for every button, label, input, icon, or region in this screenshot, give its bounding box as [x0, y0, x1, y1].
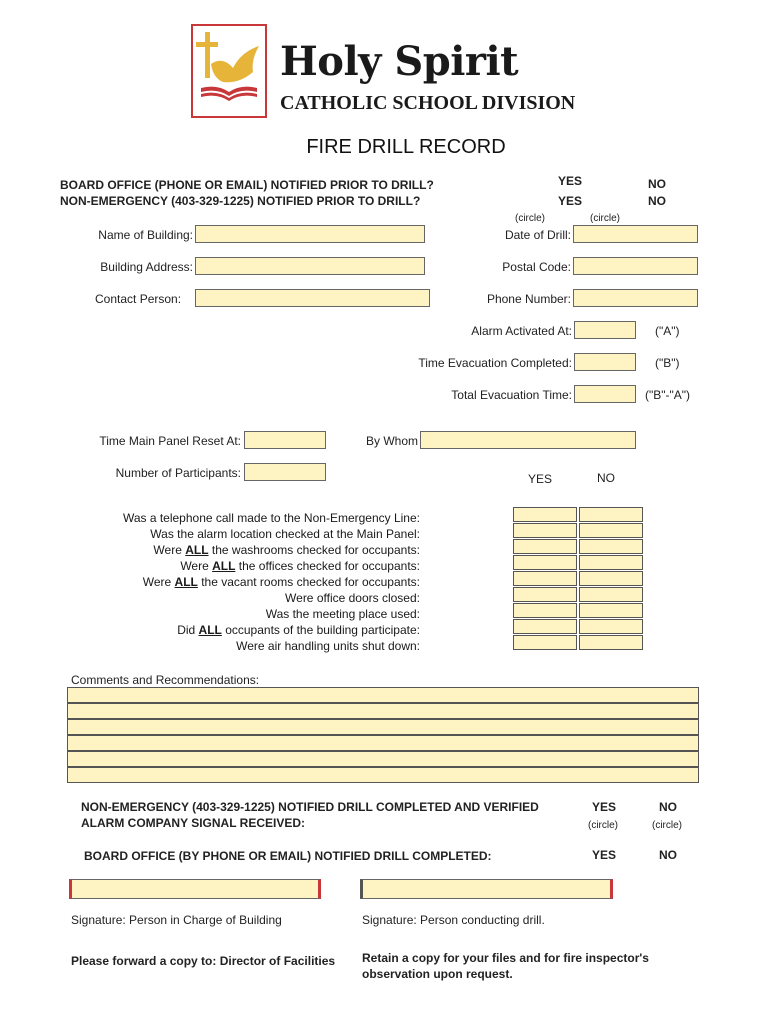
time-evac-completed-label: Time Evacuation Completed:: [418, 356, 572, 370]
non-emergency-question: NON-EMERGENCY (403-329-1225) NOTIFIED PRIOR TO DRILL?: [60, 194, 421, 208]
checklist-no-cell[interactable]: [579, 539, 643, 554]
completion-circle-yes: (circle): [588, 820, 618, 831]
by-whom-input[interactable]: [420, 431, 636, 449]
completion-yes-2[interactable]: YES: [592, 848, 617, 862]
comments-area: [67, 687, 699, 783]
participants-label: Number of Participants:: [115, 466, 241, 480]
logo-emblem: [191, 24, 267, 118]
comment-line-input[interactable]: [67, 719, 699, 735]
time-evac-completed-tag: ("B"): [655, 356, 680, 370]
checklist-question: Were ALL the offices checked for occupants:: [180, 559, 420, 573]
comment-line-input[interactable]: [67, 735, 699, 751]
checklist-yes-header: YES: [528, 472, 553, 486]
total-evac-time-tag: ("B"-"A"): [645, 388, 691, 402]
checklist-grid: [513, 507, 645, 651]
alarm-activated-input[interactable]: [574, 321, 636, 339]
logo-subtitle: CATHOLIC SCHOOL DIVISION: [280, 92, 576, 114]
alarm-activated-tag: ("A"): [655, 324, 680, 338]
checklist-yes-cell[interactable]: [513, 539, 577, 554]
comment-line-input[interactable]: [67, 703, 699, 719]
checklist-no-cell[interactable]: [579, 635, 643, 650]
building-name-input[interactable]: [195, 225, 425, 243]
building-address-label: Building Address:: [100, 260, 193, 274]
notify-no-2[interactable]: NO: [648, 194, 666, 208]
non-emergency-completed-line1: NON-EMERGENCY (403-329-1225) NOTIFIED DRILL COMPLETED AND VERIFIED: [81, 800, 539, 814]
completion-circle-no: (circle): [652, 820, 682, 831]
board-office-completed: BOARD OFFICE (BY PHONE OR EMAIL) NOTIFIED DRILL COMPLETED:: [84, 849, 492, 863]
checklist-question: Was a telephone call made to the Non-Emergency Line:: [122, 511, 420, 525]
completion-no-2[interactable]: NO: [659, 848, 677, 862]
checklist-no-cell[interactable]: [579, 507, 643, 522]
checklist-no-cell[interactable]: [579, 603, 643, 618]
notify-yes-2[interactable]: YES: [558, 194, 583, 208]
postal-code-input[interactable]: [573, 257, 698, 275]
main-panel-reset-input[interactable]: [244, 431, 326, 449]
comments-label: Comments and Recommendations:: [71, 673, 260, 687]
checklist-no-header: NO: [597, 471, 615, 485]
checklist-yes-cell[interactable]: [513, 587, 577, 602]
signature-person-in-charge-input[interactable]: [69, 879, 321, 899]
checklist-yes-cell[interactable]: [513, 635, 577, 650]
board-office-question: BOARD OFFICE (PHONE OR EMAIL) NOTIFIED PRIOR TO DRILL?: [60, 178, 434, 192]
checklist-question: Were ALL the vacant rooms checked for occupants:: [142, 575, 420, 589]
phone-number-input[interactable]: [573, 289, 698, 307]
form-title: FIRE DRILL RECORD: [306, 136, 506, 158]
contact-person-label: Contact Person:: [95, 292, 182, 306]
checklist-question: Was the alarm location checked at the Main Panel:: [150, 527, 420, 541]
checklist-question: Were ALL the washrooms checked for occupants:: [153, 543, 420, 557]
checklist-yes-cell[interactable]: [513, 571, 577, 586]
checklist-no-cell[interactable]: [579, 619, 643, 634]
building-address-input[interactable]: [195, 257, 425, 275]
checklist-yes-cell[interactable]: [513, 603, 577, 618]
completion-yes-1[interactable]: YES: [592, 800, 617, 814]
retain-copy-note-line1: Retain a copy for your files and for fire inspector's: [362, 951, 649, 965]
date-of-drill-label: Date of Drill:: [504, 228, 571, 242]
checklist-yes-cell[interactable]: [513, 523, 577, 538]
postal-code-label: Postal Code:: [502, 260, 571, 274]
checklist-question: Was the meeting place used:: [265, 607, 420, 621]
date-of-drill-input[interactable]: [573, 225, 698, 243]
comment-line-input[interactable]: [67, 687, 699, 703]
checklist-no-cell[interactable]: [579, 587, 643, 602]
checklist-question: Did ALL occupants of the building participate:: [177, 623, 420, 637]
checklist-no-cell[interactable]: [579, 523, 643, 538]
building-name-label: Name of Building:: [98, 228, 193, 242]
total-evac-time-label: Total Evacuation Time:: [451, 388, 572, 402]
signature-person-conducting-label: Signature: Person conducting drill.: [362, 913, 545, 927]
comment-line-input[interactable]: [67, 751, 699, 767]
signature-person-conducting-input[interactable]: [360, 879, 613, 899]
main-panel-reset-label: Time Main Panel Reset At:: [99, 434, 241, 448]
retain-copy-note-line2: observation upon request.: [362, 967, 513, 981]
notify-yes-1[interactable]: YES: [558, 174, 583, 188]
by-whom-label: By Whom: [366, 434, 419, 448]
time-evac-completed-input[interactable]: [574, 353, 636, 371]
checklist-question: Were air handling units shut down:: [236, 639, 420, 653]
completion-no-1[interactable]: NO: [659, 800, 677, 814]
logo-title: Holy Spirit: [280, 38, 519, 85]
contact-person-input[interactable]: [195, 289, 430, 307]
checklist-question: Were office doors closed:: [285, 591, 420, 605]
comment-line-input[interactable]: [67, 767, 699, 783]
checklist-yes-cell[interactable]: [513, 507, 577, 522]
notify-no-1[interactable]: NO: [648, 177, 666, 191]
dove-cross-icon: [193, 26, 265, 116]
non-emergency-completed-line2: ALARM COMPANY SIGNAL RECEIVED:: [81, 816, 306, 830]
checklist-yes-cell[interactable]: [513, 619, 577, 634]
total-evac-time-input[interactable]: [574, 385, 636, 403]
checklist-no-cell[interactable]: [579, 571, 643, 586]
alarm-activated-label: Alarm Activated At:: [471, 324, 572, 338]
checklist-no-cell[interactable]: [579, 555, 643, 570]
forward-copy-note: Please forward a copy to: Director of Facilities: [71, 954, 336, 968]
phone-number-label: Phone Number:: [486, 292, 571, 306]
signature-person-in-charge-label: Signature: Person in Charge of Building: [71, 913, 282, 927]
notify-circle-yes: (circle): [515, 213, 545, 224]
checklist-yes-cell[interactable]: [513, 555, 577, 570]
notify-circle-no: (circle): [590, 213, 620, 224]
participants-input[interactable]: [244, 463, 326, 481]
checklist-questions: [60, 510, 420, 654]
